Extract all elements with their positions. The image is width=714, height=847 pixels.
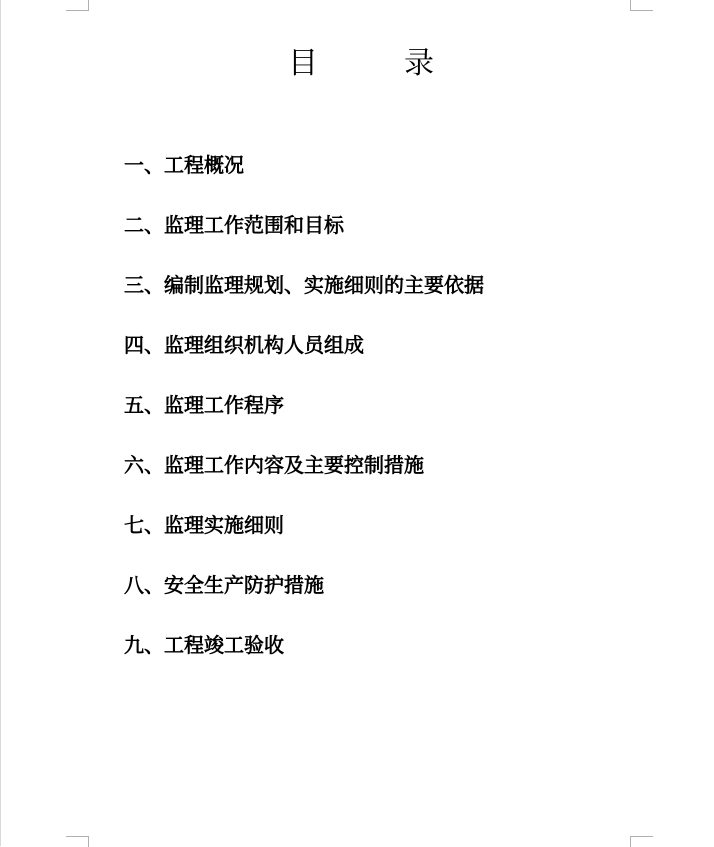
crop-mark-bottom-right xyxy=(630,836,653,847)
toc-item: 一、工程概况 xyxy=(124,153,244,177)
toc-item: 二、监理工作范围和目标 xyxy=(124,213,344,237)
crop-mark-top-right xyxy=(630,0,653,11)
title-char-1: 目 xyxy=(288,46,318,81)
toc-item: 七、监理实施细则 xyxy=(124,513,284,537)
toc-item: 四、监理组织机构人员组成 xyxy=(124,333,364,357)
title-char-2: 录 xyxy=(404,46,434,81)
crop-mark-top-left xyxy=(66,0,89,11)
toc-item: 六、监理工作内容及主要控制措施 xyxy=(124,453,424,477)
toc-item: 九、工程竣工验收 xyxy=(124,633,284,657)
table-of-contents xyxy=(124,148,484,688)
crop-mark-bottom-left xyxy=(66,836,89,847)
toc-item: 八、安全生产防护措施 xyxy=(124,573,324,597)
page-title xyxy=(0,44,714,88)
page-left-edge xyxy=(0,0,1,846)
toc-item: 三、编制监理规划、实施细则的主要依据 xyxy=(124,273,484,297)
toc-item: 五、监理工作程序 xyxy=(124,393,284,417)
